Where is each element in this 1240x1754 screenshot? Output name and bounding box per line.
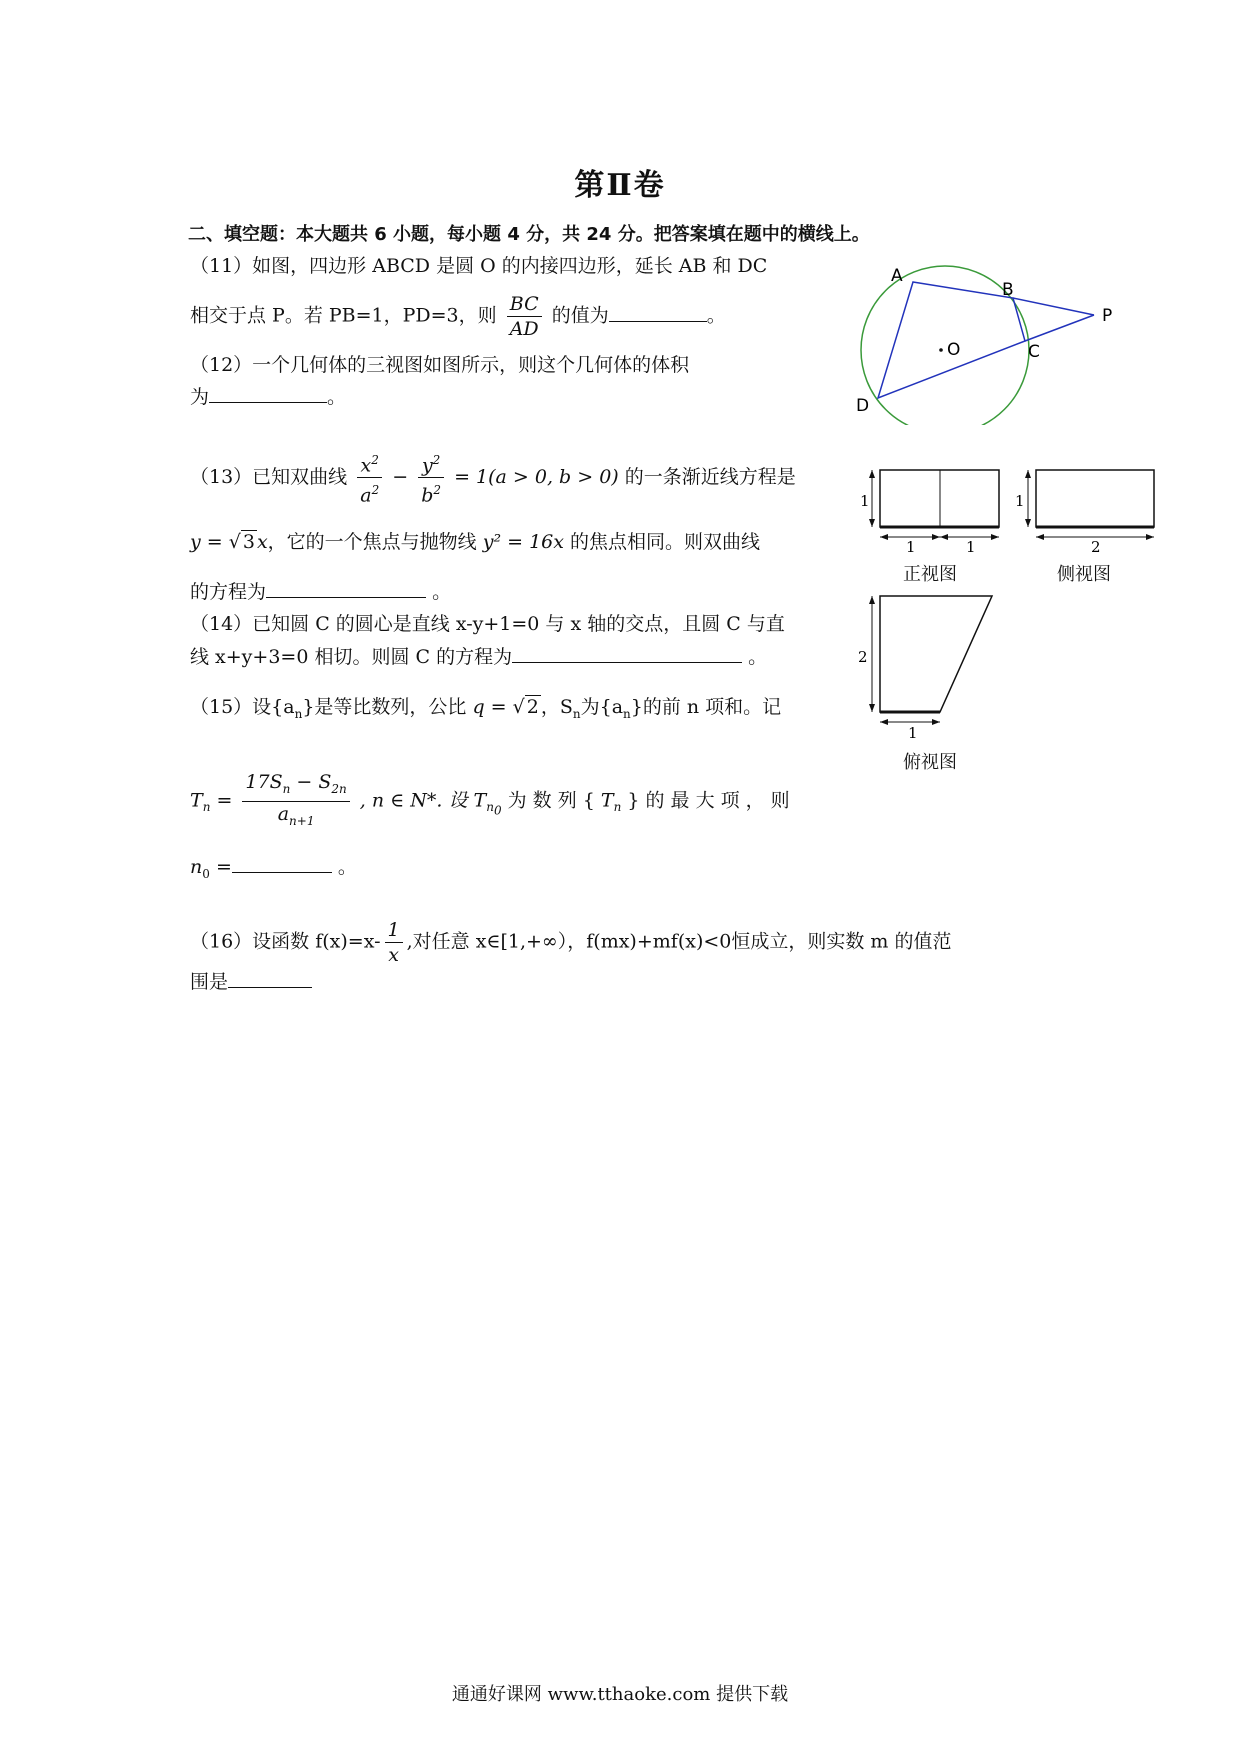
q13-frac-x: $\frac{x^2}{a^2}$ — [357, 448, 382, 508]
section-heading: 二、填空题：本大题共 6 小题，每小题 4 分，共 24 分。把答案填在题中的横线上。 — [188, 224, 870, 245]
q13-parabola: y² = 16x — [482, 531, 564, 553]
circle-figure — [848, 265, 1128, 425]
q15-frac-num2: − S — [290, 771, 332, 793]
q13-text-d: 的方程为 — [190, 581, 267, 603]
top-dim-h: 2 — [858, 648, 868, 666]
q11-answer-blank[interactable] — [609, 303, 707, 322]
q12-line2 — [190, 383, 346, 411]
q11-frac-den: AD — [509, 318, 539, 340]
q13-text-e: 。 — [432, 581, 452, 603]
q15-text-a: （15）设{a — [190, 696, 295, 718]
q16-text-b: ,对任意 x∈[1,+∞），f(mx)+mf(x)<0恒成立，则实数 m 的值范 — [406, 930, 952, 953]
q11-line1: （11）如图，四边形 ABCD 是圆 O 的内接四边形，延长 AB 和 DC — [190, 255, 768, 277]
page-title: 第Ⅱ卷 — [574, 168, 666, 203]
q15-text-b: }是等比数列，公比 — [302, 696, 467, 718]
q15-T: T — [190, 789, 203, 812]
q15-text-e: }的前 n 项和。记 — [630, 696, 782, 718]
q15-answer-blank[interactable] — [232, 854, 332, 873]
label-P: P — [1102, 306, 1113, 326]
q13-asym-rad: 3 — [242, 531, 255, 553]
q15-fraction: $\frac{17S_n - S_{2n}}{a_{n+1}}$ — [242, 770, 349, 833]
q11-fraction — [507, 292, 542, 341]
q15-line2: $T_n$ = $\frac{17S_n - S_{2n}}{a_{n+1}}$ , n ∈ N*. 设 $T_{n_0}$ 为 数 列 { $T_n$ } 的 最 大 项 ， 则 — [190, 770, 790, 833]
q13-eq: = 1(a > 0, b > 0) — [454, 465, 619, 488]
q14-text-a: 线 x+y+3=0 相切。则圆 C 的方程为 — [190, 646, 513, 668]
q13-asym-x: x — [256, 531, 268, 553]
q16-fraction — [385, 918, 403, 967]
q15-frac-den: a — [277, 802, 290, 825]
front-dim-w1: 1 — [906, 538, 916, 556]
q12-text-b: 。 — [327, 386, 347, 408]
front-dim-w2: 1 — [966, 538, 976, 556]
q16-text-c: 围是 — [190, 971, 229, 993]
q16-text-a: （16）设函数 f(x)=x- — [190, 930, 381, 953]
q11-text-a: 相交于点 P。若 PB=1，PD=3，则 — [190, 304, 497, 327]
label-D: D — [856, 396, 870, 416]
q16-line1 — [190, 918, 951, 967]
q15-line1: （15）设$\{a_n\}$是等比数列，公比 q = √ 2 ，$S_n$为$\{a_n\}$的前 n 项和。记 — [190, 696, 782, 721]
footer: 通通好课网 www.tthaoke.com 提供下载 — [451, 1684, 789, 1705]
q16-frac-num: 1 — [387, 919, 400, 941]
front-view-figure — [856, 462, 1006, 562]
q13-frac-y: $\frac{y^2}{b^2}$ — [418, 448, 444, 508]
q11-line2 — [190, 292, 726, 341]
q15-n: n — [190, 856, 203, 878]
q12-text-a: 为 — [190, 386, 210, 408]
q15-q: q = — [472, 696, 507, 718]
q12-answer-blank[interactable] — [209, 384, 327, 403]
label-A: A — [891, 266, 903, 286]
q13-line2: y = √ 3 x，它的一个焦点与抛物线 y² = 16x 的焦点相同。则双曲线 — [190, 531, 761, 553]
q13-text-b2: ，它的一个焦点与抛物线 — [267, 531, 477, 553]
q14-line2 — [190, 643, 767, 671]
label-B: B — [1002, 280, 1014, 300]
q11-text-b: 的值为 — [551, 304, 609, 327]
line-CP — [1025, 315, 1094, 341]
q13-text-b: 的一条渐近线方程是 — [624, 465, 796, 488]
q15-rad: 2 — [526, 696, 539, 718]
top-dim-w: 1 — [908, 724, 918, 742]
q15-mid: , n ∈ N*. 设 — [359, 789, 468, 812]
q15-text-c: ，S — [540, 696, 573, 718]
front-view-caption: 正视图 — [903, 564, 957, 585]
q15-eq: = — [215, 856, 232, 878]
q16-frac-den: x — [388, 944, 399, 966]
top-view-caption: 俯视图 — [903, 752, 957, 773]
q15-text-d: 为{a — [580, 696, 624, 718]
q13-text-c: 的焦点相同。则双曲线 — [570, 531, 761, 553]
q14-answer-blank[interactable] — [512, 644, 742, 663]
q16-answer-blank[interactable] — [228, 969, 312, 988]
q15-frac-num: 17S — [245, 771, 283, 793]
front-dim-h: 1 — [860, 492, 870, 510]
q14-line1: （14）已知圆 C 的圆心是直线 x-y+1=0 与 x 轴的交点，且圆 C 与直 — [190, 613, 785, 635]
line-BP — [1013, 298, 1094, 315]
q12-line1: （12）一个几何体的三视图如图所示，则这个几何体的体积 — [190, 354, 690, 376]
q13-answer-blank[interactable] — [266, 579, 426, 598]
q13-text-a: （13）已知双曲线 — [190, 465, 348, 488]
q13-line3 — [190, 578, 451, 606]
label-C: C — [1028, 342, 1040, 362]
q11-frac-num: BC — [509, 293, 539, 315]
q14-text-b: 。 — [748, 646, 768, 668]
q16-line2 — [190, 968, 312, 996]
q11-text-c: 。 — [706, 304, 726, 327]
side-view-figure — [1006, 462, 1166, 562]
q15-text-b2: 为 数 列 { — [507, 789, 595, 812]
q13-line1: （13）已知双曲线 $\frac{x^2}{a^2}$ − $\frac{y^2}{b^2}$ = 1(a > 0, b > 0) 的一条渐近线方程是 — [190, 448, 796, 508]
side-dim-h: 1 — [1015, 492, 1025, 510]
q13-asym-lhs: y = — [190, 531, 223, 553]
label-O: O — [947, 340, 961, 360]
side-view-caption: 侧视图 — [1057, 564, 1111, 585]
side-dim-w: 2 — [1091, 538, 1101, 556]
q15-text-c2: } 的 最 大 项 ， 则 — [627, 789, 790, 812]
top-view-figure — [850, 592, 1010, 752]
q15-line3: $n_0$ = 。 — [190, 856, 357, 881]
q15-end: 。 — [337, 856, 357, 878]
